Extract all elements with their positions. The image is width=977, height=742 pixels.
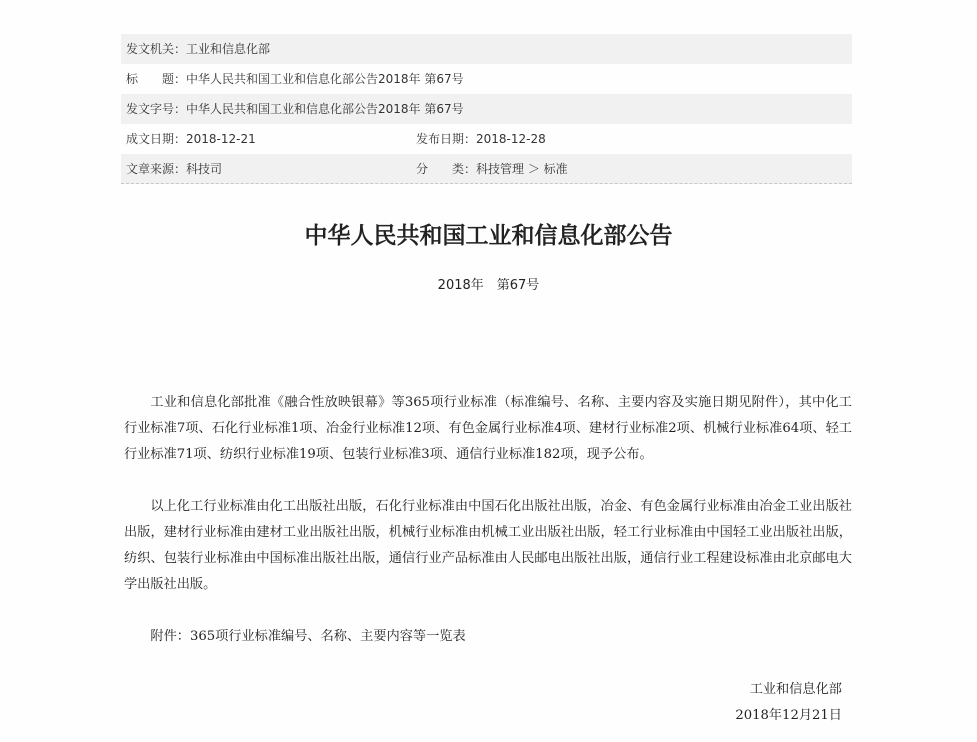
- meta-doc-no: 发文字号：中华人民共和国工业和信息化部公告2018年 第67号: [126, 102, 464, 116]
- meta-category: 分 类：科技管理 ＞ 标准: [416, 162, 568, 176]
- document-number: 2018年 第67号: [437, 278, 540, 293]
- body-paragraph-2: 以上化工行业标准由化工出版社出版，石化行业标准由中国石化出版社出版，冶金、有色金属行业标准由冶金工业出版社出版，建材行业标准由建材工业出版社出版，机械行业标准由机械工业出版社出版，轻工行业标准由中国轻工业出版社出版，纺织、包装行业标准由中国标准出版社出版，通信行业产品标准由人民邮电出版社出版，通信行业工程建设标准由北京邮电大学出版社出版。: [124, 499, 852, 592]
- document-title: 中华人民共和国工业和信息化部公告: [304, 223, 673, 249]
- meta-source: 文章来源：科技司: [126, 162, 223, 176]
- meta-title: 标 题：中华人民共和国工业和信息化部公告2018年 第67号: [126, 72, 464, 86]
- body-paragraph-1: 工业和信息化部批准《融合性放映银幕》等365项行业标准（标准编号、名称、主要内容及实施日期见附件），其中化工行业标准7项、石化行业标准1项、冶金行业标准12项、有色金属行业标准4项、建材行业标准2项、机械行业标准64项、轻工行业标准71项、纺织行业标准19项、包装行业标准3项、通信行业标准182项，现予公布。: [124, 395, 852, 462]
- meta-row-doc-no: [121, 94, 852, 124]
- signature-org: 工业和信息化部: [749, 682, 842, 697]
- attachment-line: 附件：365项行业标准编号、名称、主要内容等一览表: [150, 629, 466, 644]
- meta-row-dates: [121, 124, 852, 154]
- signature-date: 2018年12月21日: [735, 708, 842, 723]
- meta-issuer: 发文机关：工业和信息化部: [126, 42, 271, 56]
- document-meta-table: [121, 34, 852, 184]
- meta-date-written: 成文日期：2018-12-21: [126, 132, 256, 146]
- meta-row-title: [121, 64, 852, 94]
- meta-date-published: 发布日期：2018-12-28: [416, 132, 546, 146]
- meta-row-issuer: [121, 34, 852, 64]
- meta-row-source: [121, 154, 852, 184]
